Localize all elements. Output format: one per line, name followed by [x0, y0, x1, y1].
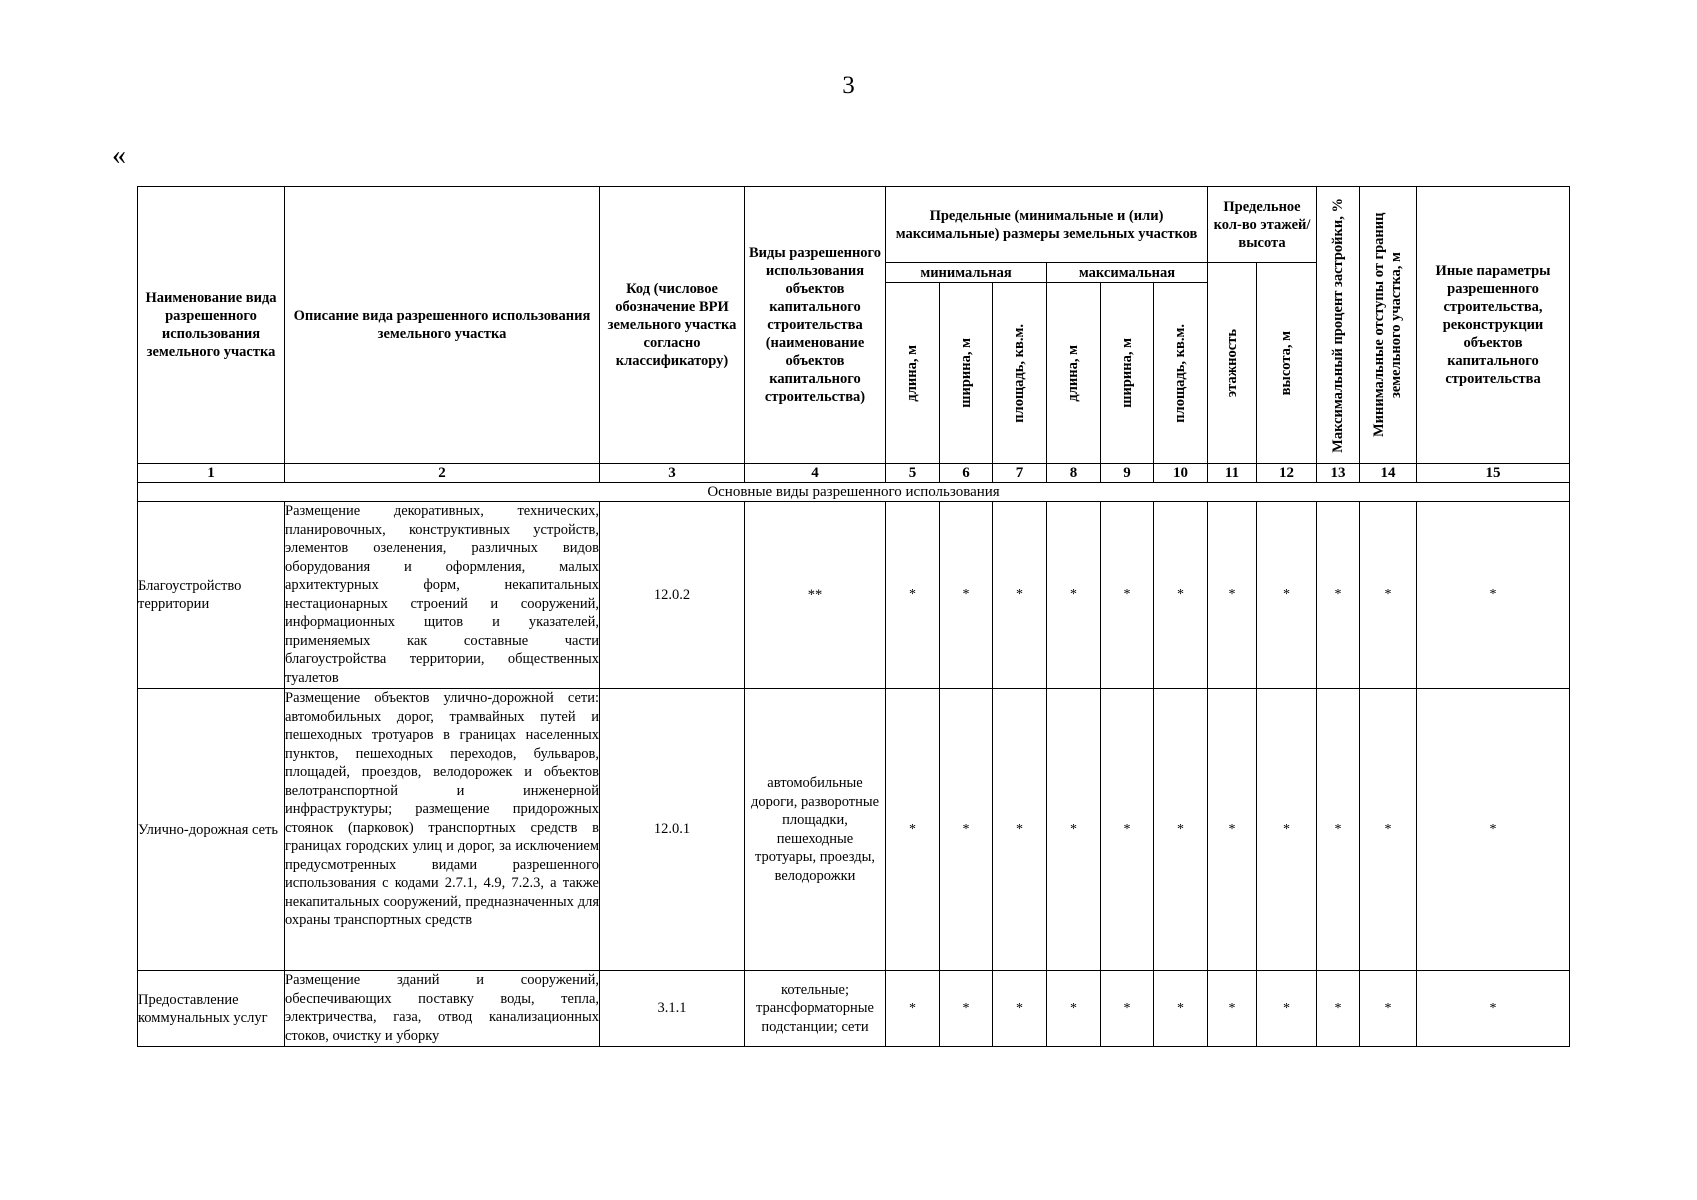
- column-number: 3: [600, 464, 745, 483]
- param-cell: *: [1154, 689, 1208, 971]
- param-cell: *: [940, 971, 993, 1047]
- header-height: высота, м: [1257, 263, 1317, 464]
- construction-objects: автомобильные дороги, разворотные площадки, пешеходные тротуары, проезды, велодорожки: [745, 689, 886, 971]
- header-plot-size-limits: Предельные (минимальные и (или) максимальные) размеры земельных участков: [886, 187, 1208, 263]
- column-number: 4: [745, 464, 886, 483]
- param-cell: *: [886, 502, 940, 689]
- header-code: Код (числовое обозначение ВРИ земельного участка согласно классификатору): [600, 187, 745, 464]
- land-use-code: 12.0.2: [600, 502, 745, 689]
- column-number: 11: [1208, 464, 1257, 483]
- header-max-length: длина, м: [1047, 283, 1101, 464]
- param-cell: *: [1417, 971, 1570, 1047]
- header-construction-types: Виды разрешенного использования объектов капитального строительства (наименование объектов капитального строительства): [745, 187, 886, 464]
- header-land-use-name: Наименование вида разрешенного использования земельного участка: [138, 187, 285, 464]
- param-cell: *: [940, 689, 993, 971]
- table-row: [138, 689, 1570, 971]
- column-number: 10: [1154, 464, 1208, 483]
- param-cell: *: [1360, 971, 1417, 1047]
- construction-objects: котельные; трансформаторные подстанции; сети: [745, 971, 886, 1047]
- param-cell: *: [1208, 689, 1257, 971]
- param-cell: *: [1047, 689, 1101, 971]
- section-row: [138, 483, 1570, 502]
- land-use-name: Предоставление коммунальных услуг: [138, 971, 285, 1047]
- page-number: 3: [842, 72, 855, 99]
- param-cell: *: [993, 971, 1047, 1047]
- column-number: 7: [993, 464, 1047, 483]
- param-cell: *: [1154, 502, 1208, 689]
- header-floors: этажность: [1208, 263, 1257, 464]
- table-row: [138, 502, 1570, 689]
- param-cell: *: [1360, 689, 1417, 971]
- column-number: 15: [1417, 464, 1570, 483]
- land-use-code: 3.1.1: [600, 971, 745, 1047]
- column-number: 5: [886, 464, 940, 483]
- land-use-code: 12.0.1: [600, 689, 745, 971]
- column-number: 2: [285, 464, 600, 483]
- header-max-percent: Максимальный процент застройки, %: [1317, 187, 1360, 464]
- column-number-row: [138, 464, 1570, 483]
- header-min-length: длина, м: [886, 283, 940, 464]
- param-cell: *: [1047, 502, 1101, 689]
- header-minimum: минимальная: [886, 263, 1047, 283]
- section-title: Основные виды разрешенного использования: [138, 483, 1570, 502]
- param-cell: *: [1208, 502, 1257, 689]
- land-use-name: Благоустройство территории: [138, 502, 285, 689]
- column-number: 6: [940, 464, 993, 483]
- param-cell: *: [886, 971, 940, 1047]
- param-cell: *: [1417, 502, 1570, 689]
- param-cell: *: [940, 502, 993, 689]
- header-min-setback: Минимальные отступы от границ земельного участка, м: [1360, 187, 1417, 464]
- header-floors-height: Предельное кол-во этажей/ высота: [1208, 187, 1317, 263]
- column-number: 12: [1257, 464, 1317, 483]
- param-cell: *: [1417, 689, 1570, 971]
- column-number: 8: [1047, 464, 1101, 483]
- header-min-area: площадь, кв.м.: [993, 283, 1047, 464]
- land-use-table: [137, 186, 1570, 1047]
- column-number: 13: [1317, 464, 1360, 483]
- param-cell: *: [1317, 502, 1360, 689]
- table-row: [138, 971, 1570, 1047]
- column-number: 1: [138, 464, 285, 483]
- param-cell: *: [993, 689, 1047, 971]
- param-cell: *: [1101, 971, 1154, 1047]
- param-cell: *: [886, 689, 940, 971]
- header-other-params: Иные параметры разрешенного строительства, реконструкции объектов капитального строительства: [1417, 187, 1570, 464]
- column-number: 14: [1360, 464, 1417, 483]
- param-cell: *: [1208, 971, 1257, 1047]
- param-cell: *: [1154, 971, 1208, 1047]
- header-max-area: площадь, кв.м.: [1154, 283, 1208, 464]
- param-cell: *: [1101, 502, 1154, 689]
- construction-objects: **: [745, 502, 886, 689]
- land-use-description: Размещение декоративных, технических, планировочных, конструктивных устройств, элементов озеленения, различных видов оборудования и оформления, малых архитектурных форм, некапитальных нестационарных строений и сооружений, информационных щитов и указателей, применяемых как составные части благоустройства территории, общественных туалетов: [285, 502, 600, 689]
- param-cell: *: [1047, 971, 1101, 1047]
- header-description: Описание вида разрешенного использования земельного участка: [285, 187, 600, 464]
- header-maximum: максимальная: [1047, 263, 1208, 283]
- param-cell: *: [1360, 502, 1417, 689]
- land-use-description: Размещение объектов улично-дорожной сети: автомобильных дорог, трамвайных путей и пешеходных тротуаров в границах населенных пунктов, пешеходных переходов, бульваров, площадей, проездов, велодорожек и объектов велотранспортной и инженерной инфраструктуры; размещение придорожных стоянок (парковок) транспортных средств в границах городских улиц и дорог, за исключением предусмотренных видами разрешенного использования с кодами 2.7.1, 4.9, 7.2.3, а также некапитальных сооружений, предназначенных для охраны транспортных средств: [285, 689, 600, 971]
- param-cell: *: [993, 502, 1047, 689]
- param-cell: *: [1317, 689, 1360, 971]
- opening-quote-mark: «: [112, 140, 126, 171]
- header-max-width: ширина, м: [1101, 283, 1154, 464]
- param-cell: *: [1317, 971, 1360, 1047]
- header-min-width: ширина, м: [940, 283, 993, 464]
- column-number: 9: [1101, 464, 1154, 483]
- land-use-name: Улично-дорожная сеть: [138, 689, 285, 971]
- param-cell: *: [1257, 502, 1317, 689]
- param-cell: *: [1257, 689, 1317, 971]
- param-cell: *: [1101, 689, 1154, 971]
- param-cell: *: [1257, 971, 1317, 1047]
- land-use-description: Размещение зданий и сооружений, обеспечивающих поставку воды, тепла, электричества, газа, отвод канализационных стоков, очистку и уборку: [285, 971, 600, 1047]
